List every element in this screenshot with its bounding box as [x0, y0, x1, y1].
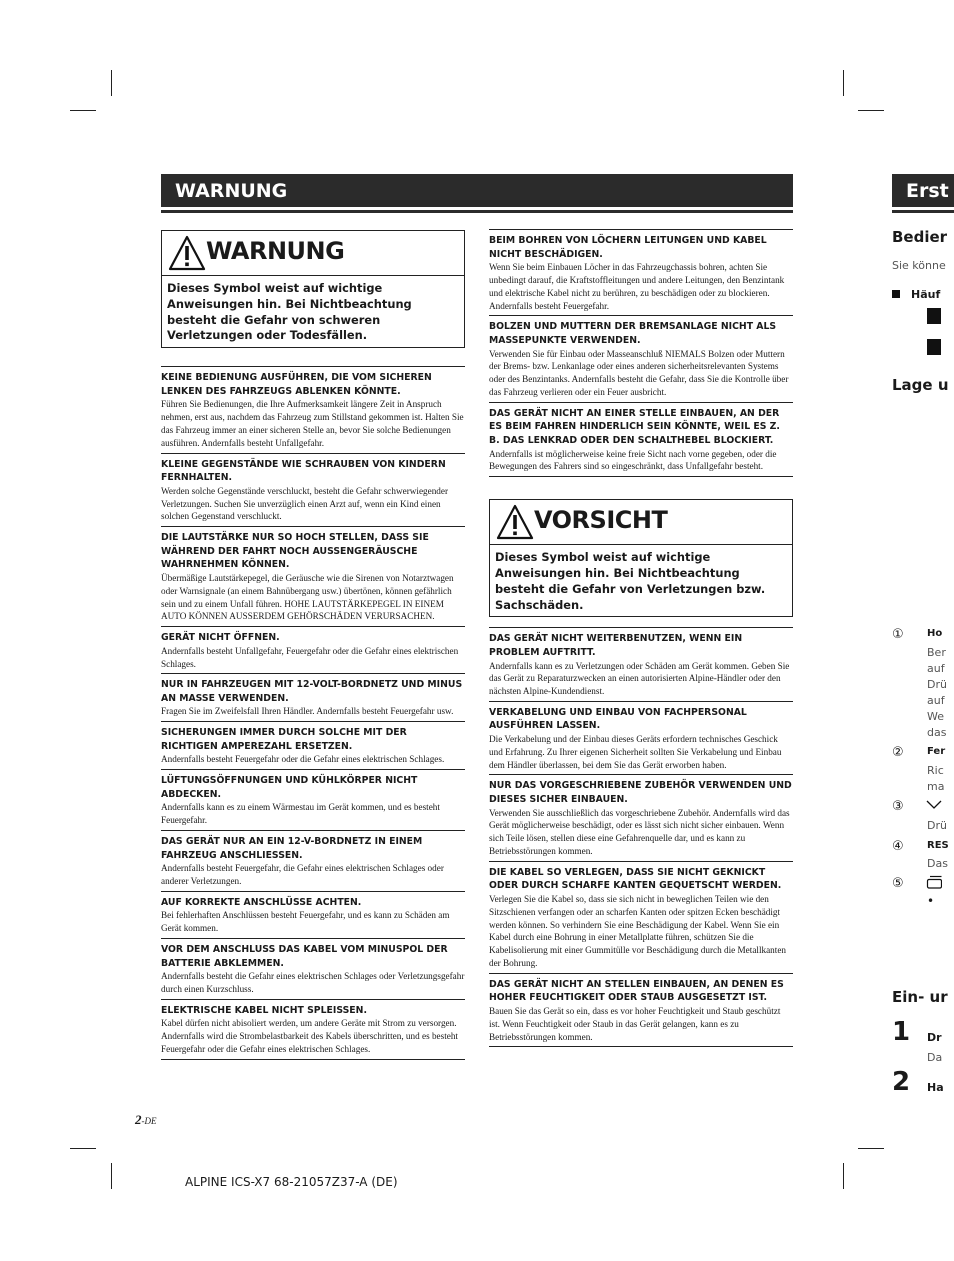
warning-item: [161, 673, 465, 721]
next-page-step-2: 2: [892, 1067, 911, 1097]
warning-item-text: Andernfalls ist möglicherweise keine freie Sicht nach vorne gegeben, oder die Bewegungen des Fahrers sind so eingeschränkt, dass Unfallgefahr besteht.: [489, 448, 777, 472]
next-page-marker-5: ⑤: [892, 876, 904, 891]
left-column: [161, 230, 465, 1060]
next-page-line: ma: [927, 780, 945, 793]
warning-item: [161, 721, 465, 769]
next-page-header: Erst: [892, 174, 954, 207]
warning-item-text: Wenn Sie beim Einbauen Löcher in das Fahrzeugchassis bohren, achten Sie unbedingt darauf, die Kraftstoffleitungen und andere Leitungen, den Benzintank und elektrische Kabel nicht zu berühren, zu beschädigen oder zu blockieren. Andernfalls besteht Feuergefahr.: [489, 262, 785, 311]
page-number: 2-DE: [135, 1112, 157, 1127]
warning-item-text: Bei fehlerhaften Anschlüssen besteht Feuergefahr, und es kann zu Schäden am Gerät kommen.: [161, 910, 450, 934]
next-page-marker-1: ①: [892, 627, 904, 642]
next-page-line: auf: [927, 694, 945, 707]
next-page-text: Sie könne: [892, 259, 946, 272]
vorsicht-box: [489, 499, 793, 617]
warning-item: [161, 526, 465, 626]
warning-item: [161, 938, 465, 999]
warning-item-text: Führen Sie Bedienungen, die Ihre Aufmerksamkeit längere Zeit in Anspruch nehmen, erst aus, nachdem das Fahrzeug zum Stillstand gekommen ist. Halten Sie das Fahrzeug immer an einer sicheren Stelle an, bevor Sie solche Bedienungen ausführen. Andernfalls besteht Unfallgefahr.: [161, 399, 464, 448]
warning-item-text: Bauen Sie das Gerät so ein, dass es vor hoher Feuchtigkeit und Staub geschützt ist. Wenn Feuchtigkeit oder Staub in das Gerät gelangen, kann es zu Betriebsstörungen kommen.: [489, 1006, 781, 1042]
eject-icon: [926, 875, 942, 889]
crop-mark: [70, 1148, 96, 1149]
right-column: [489, 229, 793, 1047]
warning-item-text: Andernfalls kann es zu Verletzungen oder Schäden am Gerät kommen. Geben Sie das Gerät zu Reparaturzwecken an einen autorisierten Alpine-Händler oder den nächsten Alpine-Kundendienst.: [489, 660, 790, 697]
next-page-marker-2: ②: [892, 745, 904, 760]
warning-item-title: AUF KORREKTE ANSCHLÜSSE ACHTEN.: [161, 896, 362, 908]
crop-mark: [858, 1148, 884, 1149]
next-page-line: Drü: [927, 819, 947, 832]
warning-item-text: Andernfalls besteht Unfallgefahr, Feuergefahr oder die Gefahr eines elektrischen Schlages.: [161, 645, 459, 669]
warning-item-title: BOLZEN UND MUTTERN DER BREMSANLAGE NICHT ALS MASSEPUNKTE VERWENDEN.: [489, 321, 777, 346]
warning-item: [161, 453, 465, 527]
black-square-icon: [927, 339, 941, 355]
warning-item-text: Andernfalls kann es zu einem Wärmestau im Gerät kommen, und es besteht Feuergefahr.: [161, 802, 440, 826]
next-page-step-1: 1: [892, 1017, 911, 1047]
next-page-line: auf: [927, 662, 945, 675]
warning-item-title: VOR DEM ANSCHLUSS DAS KABEL VOM MINUSPOL DER BATTERIE ABKLEMMEN.: [161, 944, 448, 969]
next-page-marker-3: ③: [892, 799, 904, 814]
warning-item: [489, 973, 793, 1048]
next-page-line: Ber: [927, 646, 946, 659]
warning-item-title: ELEKTRISCHE KABEL NICHT SPLEISSEN.: [161, 1004, 367, 1016]
warnung-box-head: [162, 231, 464, 276]
warnung-box-label: WARNUNG: [206, 237, 345, 265]
next-page-marker-4: ④: [892, 839, 904, 854]
vorsicht-box-text: Dieses Symbol weist auf wichtige Anweisungen hin. Bei Nichtbeachtung besteht die Gefahr von Verletzungen bzw. Sachschäden.: [495, 550, 766, 612]
warning-item-text: Verwenden Sie für Einbau oder Masseanschluß NIEMALS Bolzen oder Muttern der Brems- bzw. Lenkanlage oder eines anderen sicherheitsrelevanten Systems oder des Benzintanks. Andernfalls besteht die Gefahr, dass Sie die Kontrolle über das Fahrzeug verlieren oder ein Feuer ausbricht.: [489, 348, 789, 397]
warning-item-title: VERKABELUNG UND EINBAU VON FACHPERSONAL AUSFÜHREN LASSEN.: [489, 706, 747, 732]
crop-mark: [111, 1163, 112, 1189]
warning-item: [489, 402, 793, 477]
footer-code: ALPINE ICS-X7 68-21057Z37-A (DE): [185, 1175, 398, 1189]
warning-item: [161, 769, 465, 830]
next-page-heading-ein: Ein- ur: [892, 988, 948, 1006]
warning-item-text: Übermäßige Lautstärkepegel, die Geräusche wie die Sirenen von Notarztwagen oder Warnsignale (an einem Bahnübergang usw.) übertönen, können gefährlich sein und zu einem Unfall führen. HOHE LAUTSTÄRKEPEGEL IN EINEM AUTO KÖNNEN AUSSERDEM GEHÖRSCHÄDEN VERURSACHEN.: [161, 572, 454, 622]
warning-item: [161, 999, 465, 1060]
next-page-step-1-title: Dr: [927, 1031, 942, 1044]
warning-item-text: Kabel dürfen nicht abisoliert werden, um andere Geräte mit Strom zu versorgen. Andernfalls wird die Strombelastbarkeit des Kabels überschritten, und es besteht Feuergefahr oder die Gefahr eines elektrischen Schlages.: [161, 1018, 458, 1054]
next-page-heading-bedienung: Bedier: [892, 228, 948, 246]
warning-item-text: Andernfalls besteht Feuergefahr oder die Gefahr eines elektrischen Schlages.: [161, 754, 445, 765]
crop-mark: [111, 70, 112, 96]
next-page-item-1-title: Ho: [927, 628, 943, 639]
next-page-line: Da: [927, 1051, 943, 1064]
crop-mark: [70, 110, 96, 111]
warning-item: [161, 891, 465, 938]
next-page-line: Ric: [927, 764, 944, 777]
warning-item-title: LÜFTUNGSÖFFNUNGEN UND KÜHLKÖRPER NICHT ABDECKEN.: [161, 775, 418, 800]
next-page-header-rule: [892, 210, 954, 213]
vorsicht-box-label: VORSICHT: [534, 506, 668, 535]
next-page-line: Das: [927, 857, 948, 870]
warning-item-text: Die Verkabelung und der Einbau dieses Geräts erfordern technisches Geschick und Erfahrung. Zu Ihrer eigenen Sicherheit sollten Sie Verkabelung und Einbau dem Händler überlassen, bei dem Sie das Gerät erworben haben.: [489, 734, 782, 770]
warning-item-text: Andernfalls besteht Feuergefahr, die Gefahr eines elektrischen Schlages oder anderer Verletzungen.: [161, 863, 444, 887]
square-bullet-icon: [892, 290, 900, 298]
next-page-bullet: •: [927, 894, 935, 908]
crop-mark: [843, 1163, 844, 1189]
next-page-item-4-title: RES: [927, 840, 949, 851]
vorsicht-box-head: [490, 500, 792, 545]
crop-mark: [858, 110, 884, 111]
warning-triangle-icon: [168, 235, 206, 271]
right-warning-list-bottom: [489, 627, 793, 1047]
next-page-line: We: [927, 710, 944, 723]
next-page-step-2-title: Ha: [927, 1081, 944, 1094]
warning-item-title: SICHERUNGEN IMMER DURCH SOLCHE MIT DER RICHTIGEN AMPEREZAHL ERSETZEN.: [161, 727, 407, 752]
next-page-heading-lage: Lage u: [892, 376, 949, 394]
warning-item: [489, 627, 793, 701]
warning-item: [161, 626, 465, 673]
next-page-subheading: Häuf: [892, 288, 954, 301]
warning-item: [161, 366, 465, 452]
warning-item-text: Werden solche Gegenstände verschluckt, besteht die Gefahr schwerwiegender Verletzungen. Suchen Sie unverzüglich einen Arzt auf, wenn ein Kind einen solchen Gegenstand verschluckt.: [161, 485, 449, 522]
chevron-down-icon: [926, 800, 942, 810]
warnung-box-text: Dieses Symbol weist auf wichtige Anweisungen hin. Bei Nichtbeachtung besteht die Gefahr von schweren Verletzungen oder Todesfällen.: [167, 281, 412, 343]
right-warning-list-top: [489, 229, 793, 477]
warning-item: [161, 830, 465, 891]
warning-item-text: Verwenden Sie ausschließlich das vorgeschriebene Zubehör. Andernfalls wird das Gerät möglicherweise beschädigt, oder es lässt sich nicht sicher einbauen. Wenn sich Teile lösen, stellen diese eine Gefahrenquelle dar, und es kann zu Betriebsstörungen kommen.: [489, 807, 790, 857]
next-page-line: das: [927, 726, 947, 739]
warning-item-text: Andernfalls besteht die Gefahr eines elektrischen Schlages oder Verletzungsgefahr durch einen Kurzschluss.: [161, 971, 465, 994]
warning-item-title: NUR IN FAHRZEUGEN MIT 12-VOLT-BORDNETZ UND MINUS AN MASSE VERWENDEN.: [161, 679, 463, 704]
warning-item-text: Fragen Sie im Zweifelsfall Ihren Händler. Andernfalls besteht Feuergefahr usw.: [161, 706, 454, 717]
warning-triangle-icon: [496, 504, 534, 540]
next-page-item-2-title: Fer: [927, 746, 946, 757]
warning-item-title: DAS GERÄT NICHT AN EINER STELLE EINBAUEN, AN DER ES BEIM FAHREN HINDERLICH SEIN KÖNNTE, WEIL ES Z. B. DAS LENKRAD ODER DEN SCHALTHEBEL BLOCKIERT.: [489, 407, 780, 446]
section-header-rule: [161, 210, 793, 213]
warning-item-title: DAS GERÄT NUR AN EIN 12-V-BORDNETZ IN EINEM FAHRZEUG ANSCHLIESSEN.: [161, 836, 423, 861]
warnung-box: [161, 230, 465, 348]
next-page-line: Drü: [927, 678, 947, 691]
warning-item: [489, 315, 793, 401]
warning-item-title: GERÄT NICHT ÖFFNEN.: [161, 632, 280, 644]
warning-item-title: KLEINE GEGENSTÄNDE WIE SCHRAUBEN VON KINDERN FERNHALTEN.: [161, 458, 446, 484]
warning-item-title: DAS GERÄT NICHT AN STELLEN EINBAUEN, AN DENEN ES HOHER FEUCHTIGKEIT ODER STAUB AUSGESETZT IST.: [489, 978, 784, 1004]
warning-item: [489, 774, 793, 860]
section-title: WARNUNG: [175, 180, 288, 202]
warning-item-title: DIE LAUTSTÄRKE NUR SO HOCH STELLEN, DASS SIE WÄHREND DER FAHRT NOCH AUSSENGERÄUSCHE WAHRNEHMEN KÖNNEN.: [161, 532, 429, 571]
warning-item-title: DAS GERÄT NICHT WEITERBENUTZEN, WENN EIN PROBLEM AUFTRITT.: [489, 633, 743, 658]
crop-mark: [843, 70, 844, 96]
warning-item-title: NUR DAS VORGESCHRIEBENE ZUBEHÖR VERWENDEN UND DIESES SICHER EINBAUEN.: [489, 780, 792, 806]
black-square-icon: [927, 308, 941, 324]
warning-item-title: BEIM BOHREN VON LÖCHERN LEITUNGEN UND KABEL NICHT BESCHÄDIGEN.: [489, 235, 767, 260]
warning-item: [489, 229, 793, 315]
warning-item: [489, 701, 793, 775]
left-warning-list: [161, 366, 465, 1060]
section-header: [161, 174, 793, 207]
warning-item-text: Verlegen Sie die Kabel so, dass sie sich nicht in beweglichen Teilen wie den Sitzschienen verfangen oder an scharfen Kanten oder spitzen Ecken beschädigt werden können. So verhindern Sie eine Beschädigung der Kabel. Wenn Sie ein Kabel durch eine Bohrung in einer Metallplatte führen, schützen Sie die Kabelisolierung mit einer Gummitülle vor Beschädigung durch die Metallkanten der Bohrung.: [489, 894, 786, 969]
warning-item-title: DIE KABEL SO VERLEGEN, DASS SIE NICHT GEKNICKT ODER DURCH SCHARFE KANTEN GEQUETSCHT WERDEN.: [489, 866, 782, 892]
warning-item-title: KEINE BEDIENUNG AUSFÜHREN, DIE VOM SICHEREN LENKEN DES FAHRZEUGS ABLENKEN KÖNNTE.: [161, 372, 432, 397]
warning-item: [489, 861, 793, 973]
